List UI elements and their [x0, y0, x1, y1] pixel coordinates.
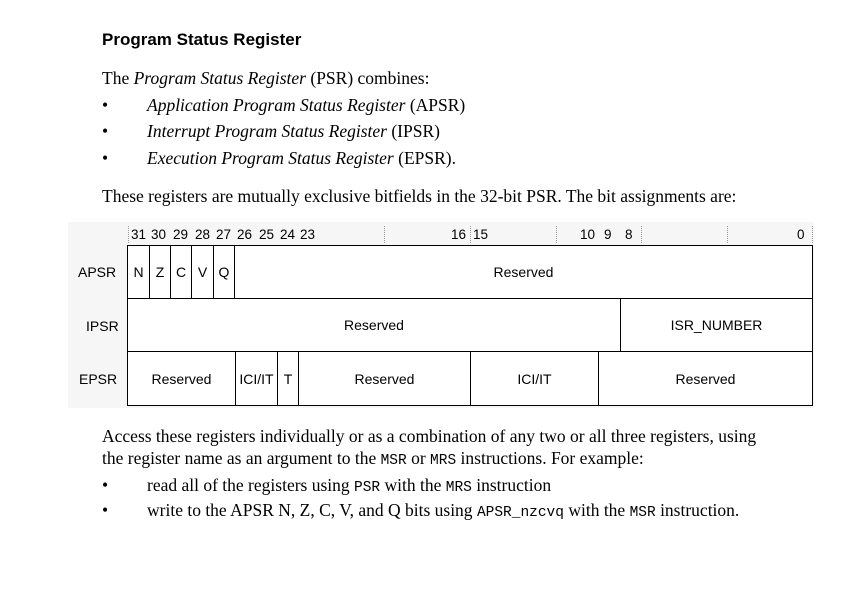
bit-tick-30: 30 [151, 227, 167, 242]
access-paragraph-line-2 [102, 447, 644, 472]
register-abbr: (APSR) [405, 95, 466, 115]
bit-tick-31: 31 [131, 227, 147, 242]
epsr-field-t: T [277, 351, 299, 406]
bit-tick-27: 27 [216, 227, 232, 242]
tick-separator [556, 226, 557, 243]
bit-tick-15: 15 [473, 227, 489, 242]
bit-tick-28: 28 [195, 227, 211, 242]
row-label-apsr: APSR [78, 264, 117, 280]
tick-separator [727, 226, 728, 243]
example-text: instruction. [655, 500, 740, 520]
bit-tick-8: 8 [625, 227, 633, 242]
epsr-field-reserved-3: Reserved [598, 351, 813, 406]
bullet-icon: • [102, 148, 109, 168]
bullet-icon: • [102, 95, 109, 115]
bullet-icon: • [102, 500, 109, 520]
access-text: instructions. For example: [456, 448, 644, 468]
bullet-icon: • [102, 475, 109, 495]
register-term: Interrupt Program Status Register [147, 121, 387, 141]
code-mrs: MRS [445, 480, 472, 496]
tick-separator [384, 226, 385, 243]
intro-term: Program Status Register [133, 68, 306, 88]
bit-tick-10: 10 [580, 227, 596, 242]
apsr-field-reserved: Reserved [234, 245, 813, 299]
register-abbr: (EPSR). [393, 148, 456, 168]
bit-tick-23: 23 [300, 227, 316, 242]
bit-tick-29: 29 [173, 227, 189, 242]
bit-tick-16: 16 [451, 227, 467, 242]
apsr-field-q: Q [213, 245, 235, 299]
access-text: the register name as an argument to the [102, 448, 381, 468]
code-apsr-nzcvq: APSR_nzcvq [476, 505, 564, 521]
example-text: instruction [471, 475, 552, 495]
row-label-epsr: EPSR [79, 371, 118, 387]
bit-tick-24: 24 [280, 227, 296, 242]
code-msr: MSR [380, 453, 407, 469]
intro-after: (PSR) combines: [306, 68, 430, 88]
apsr-field-z: Z [149, 245, 171, 299]
access-text: or [406, 448, 431, 468]
tick-separator [641, 226, 642, 243]
example-text: with the [380, 475, 446, 495]
ipsr-field-isr-number: ISR_NUMBER [620, 298, 813, 352]
example-text: read all of the registers using [147, 475, 355, 495]
apsr-field-v: V [191, 245, 214, 299]
example-text: write to the APSR N, Z, C, V, and Q bits using [147, 500, 477, 520]
example-text: with the [563, 500, 630, 520]
tick-separator [470, 226, 471, 243]
ipsr-field-reserved: Reserved [127, 298, 621, 352]
epsr-field-reserved-1: Reserved [127, 351, 236, 406]
section-heading: Program Status Register [102, 30, 302, 49]
bit-tick-26: 26 [237, 227, 253, 242]
bit-tick-0: 0 [797, 227, 805, 242]
row-label-ipsr: IPSR [86, 318, 119, 334]
access-paragraph-line-1: Access these registers individually or as a combination of any two or all three registers, using [102, 426, 757, 446]
apsr-field-n: N [127, 245, 150, 299]
tick-separator [812, 226, 813, 243]
bitfields-paragraph: These registers are mutually exclusive bitfields in the 32-bit PSR. The bit assignments are: [102, 186, 737, 206]
bit-tick-9: 9 [604, 227, 612, 242]
code-mrs: MRS [430, 453, 457, 469]
register-term: Application Program Status Register [147, 95, 406, 115]
intro-before: The [102, 68, 134, 88]
bit-tick-25: 25 [259, 227, 275, 242]
epsr-field-ici-it-2: ICI/IT [470, 351, 599, 406]
apsr-field-c: C [170, 245, 192, 299]
bullet-icon: • [102, 121, 109, 141]
register-term: Execution Program Status Register [147, 148, 394, 168]
code-msr: MSR [629, 505, 656, 521]
tick-separator [128, 226, 129, 243]
epsr-field-ici-it-1: ICI/IT [235, 351, 278, 406]
code-psr: PSR [354, 480, 381, 496]
intro-paragraph [102, 67, 429, 89]
register-abbr: (IPSR) [386, 121, 440, 141]
epsr-field-reserved-2: Reserved [298, 351, 471, 406]
